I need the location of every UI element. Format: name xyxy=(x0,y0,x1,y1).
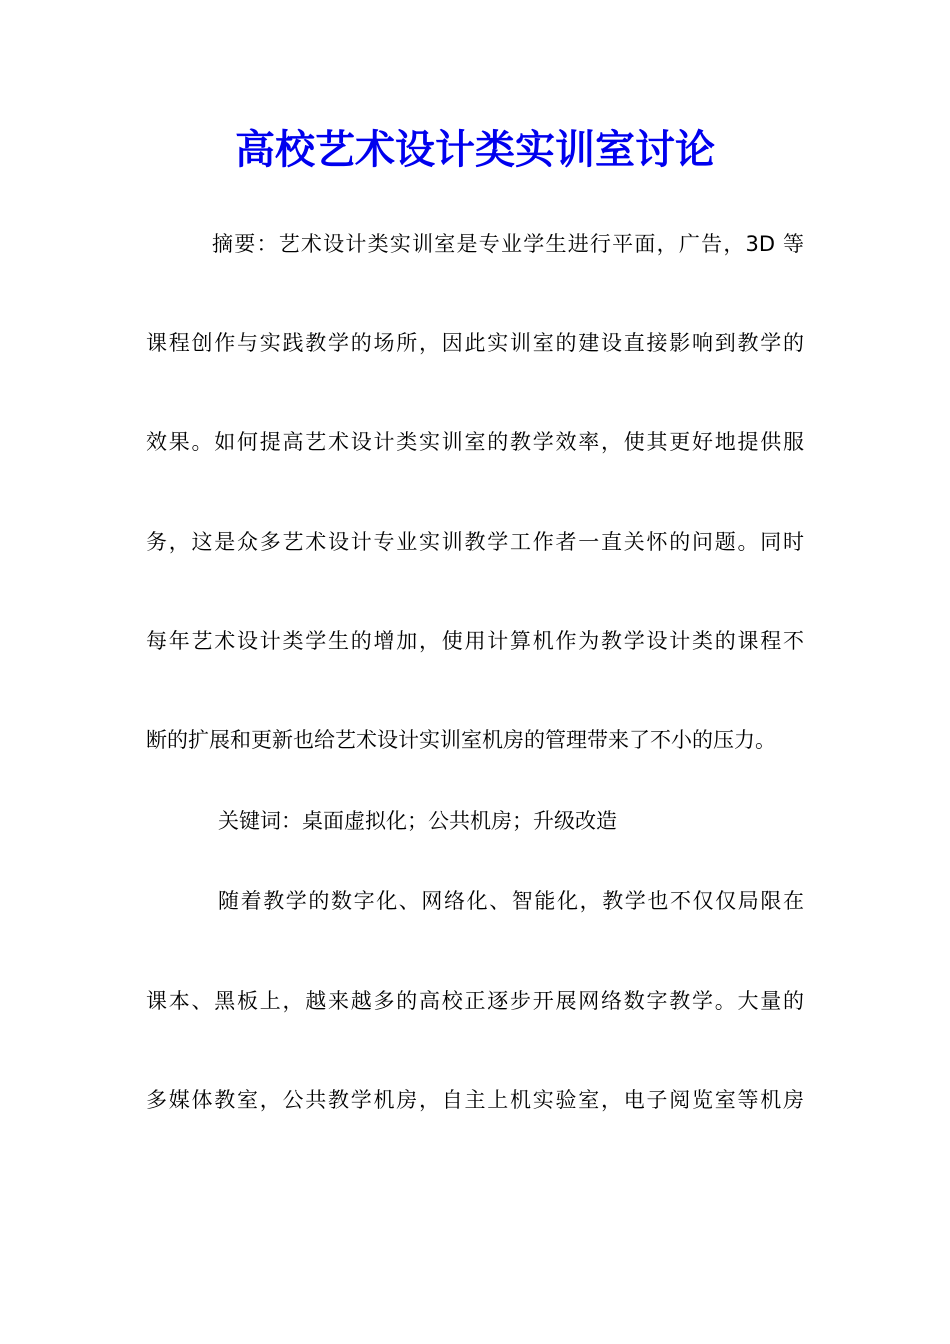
body-line-1: 随着教学的数字化、网络化、智能化，教学也不仅仅局限在 xyxy=(218,889,804,913)
abstract-line-1: 摘要：艺术设计类实训室是专业学生进行平面，广告，3D 等 xyxy=(212,232,804,256)
abstract-line-3: 效果。如何提高艺术设计类实训室的教学效率，使其更好地提供服 xyxy=(146,430,804,454)
abstract-line-2: 课程创作与实践教学的场所，因此实训室的建设直接影响到教学的 xyxy=(146,331,804,355)
abstract-line-6: 断的扩展和更新也给艺术设计实训室机房的管理带来了不小的压力。 xyxy=(146,728,776,752)
keywords-line: 关键词：桌面虚拟化；公共机房；升级改造 xyxy=(218,809,617,833)
body-line-3: 多媒体教室，公共教学机房，自主上机实验室，电子阅览室等机房 xyxy=(146,1088,804,1112)
abstract-line-5: 每年艺术设计类学生的增加，使用计算机作为教学设计类的课程不 xyxy=(146,629,804,653)
document-title: 高校艺术设计类实训室讨论 xyxy=(235,126,715,173)
abstract-line-4: 务，这是众多艺术设计专业实训教学工作者一直关怀的问题。同时 xyxy=(146,530,804,554)
body-line-2: 课本、黑板上，越来越多的高校正逐步开展网络数字教学。大量的 xyxy=(146,989,804,1013)
